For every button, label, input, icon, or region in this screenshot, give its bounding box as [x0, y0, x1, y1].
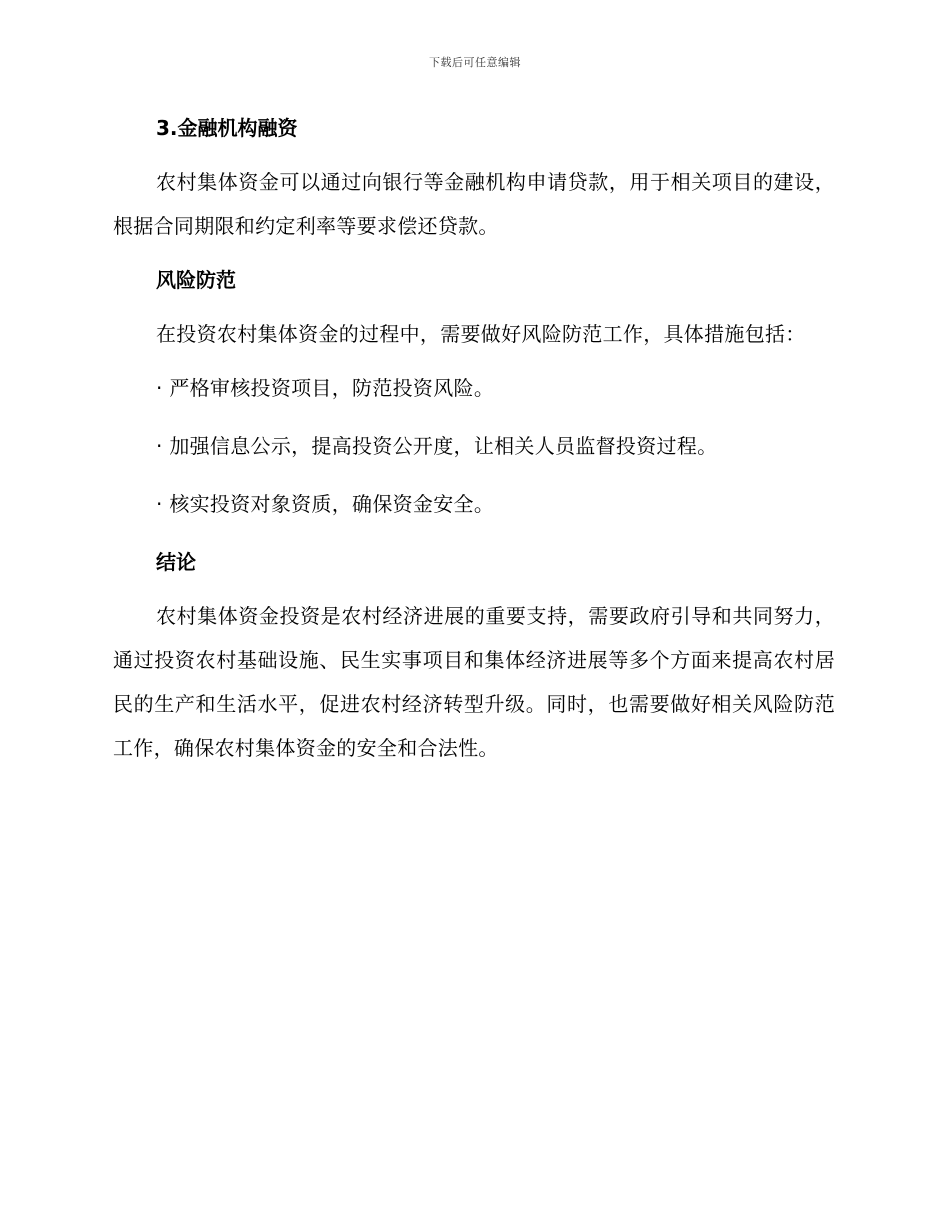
list-item-risk-1: · 严格审核投资项目，防范投资风险。: [156, 376, 495, 400]
paragraph-risk: 在投资农村集体资金的过程中，需要做好风险防范工作，具体措施包括：: [156, 322, 806, 346]
list-item-risk-2: · 加强信息公示，提高投资公开度，让相关人员监督投资过程。: [156, 434, 718, 458]
paragraph-financing: 农村集体资金可以通过向银行等金融机构申请贷款，用于相关项目的建设，根据合同期限和约定利率等要求偿还贷款。: [113, 170, 835, 238]
section-heading-financing: 3.金融机构融资: [156, 116, 298, 140]
page-header-note: 下载后可任意编辑: [429, 56, 521, 69]
paragraph-conclusion: 农村集体资金投资是农村经济进展的重要支持，需要政府引导和共同努力，通过投资农村基础设施、民生实事项目和集体经济进展等多个方面来提高农村居民的生产和生活水平，促进农村经济转型升级。同时，也需要做好相关风险防范工作，确保农村集体资金的安全和合法性。: [113, 604, 835, 760]
document-body: [113, 110, 835, 770]
list-item-risk-3: · 核实投资对象资质，确保资金安全。: [156, 492, 495, 516]
section-heading-risk: 风险防范: [156, 268, 236, 292]
section-heading-conclusion: 结论: [156, 550, 196, 574]
